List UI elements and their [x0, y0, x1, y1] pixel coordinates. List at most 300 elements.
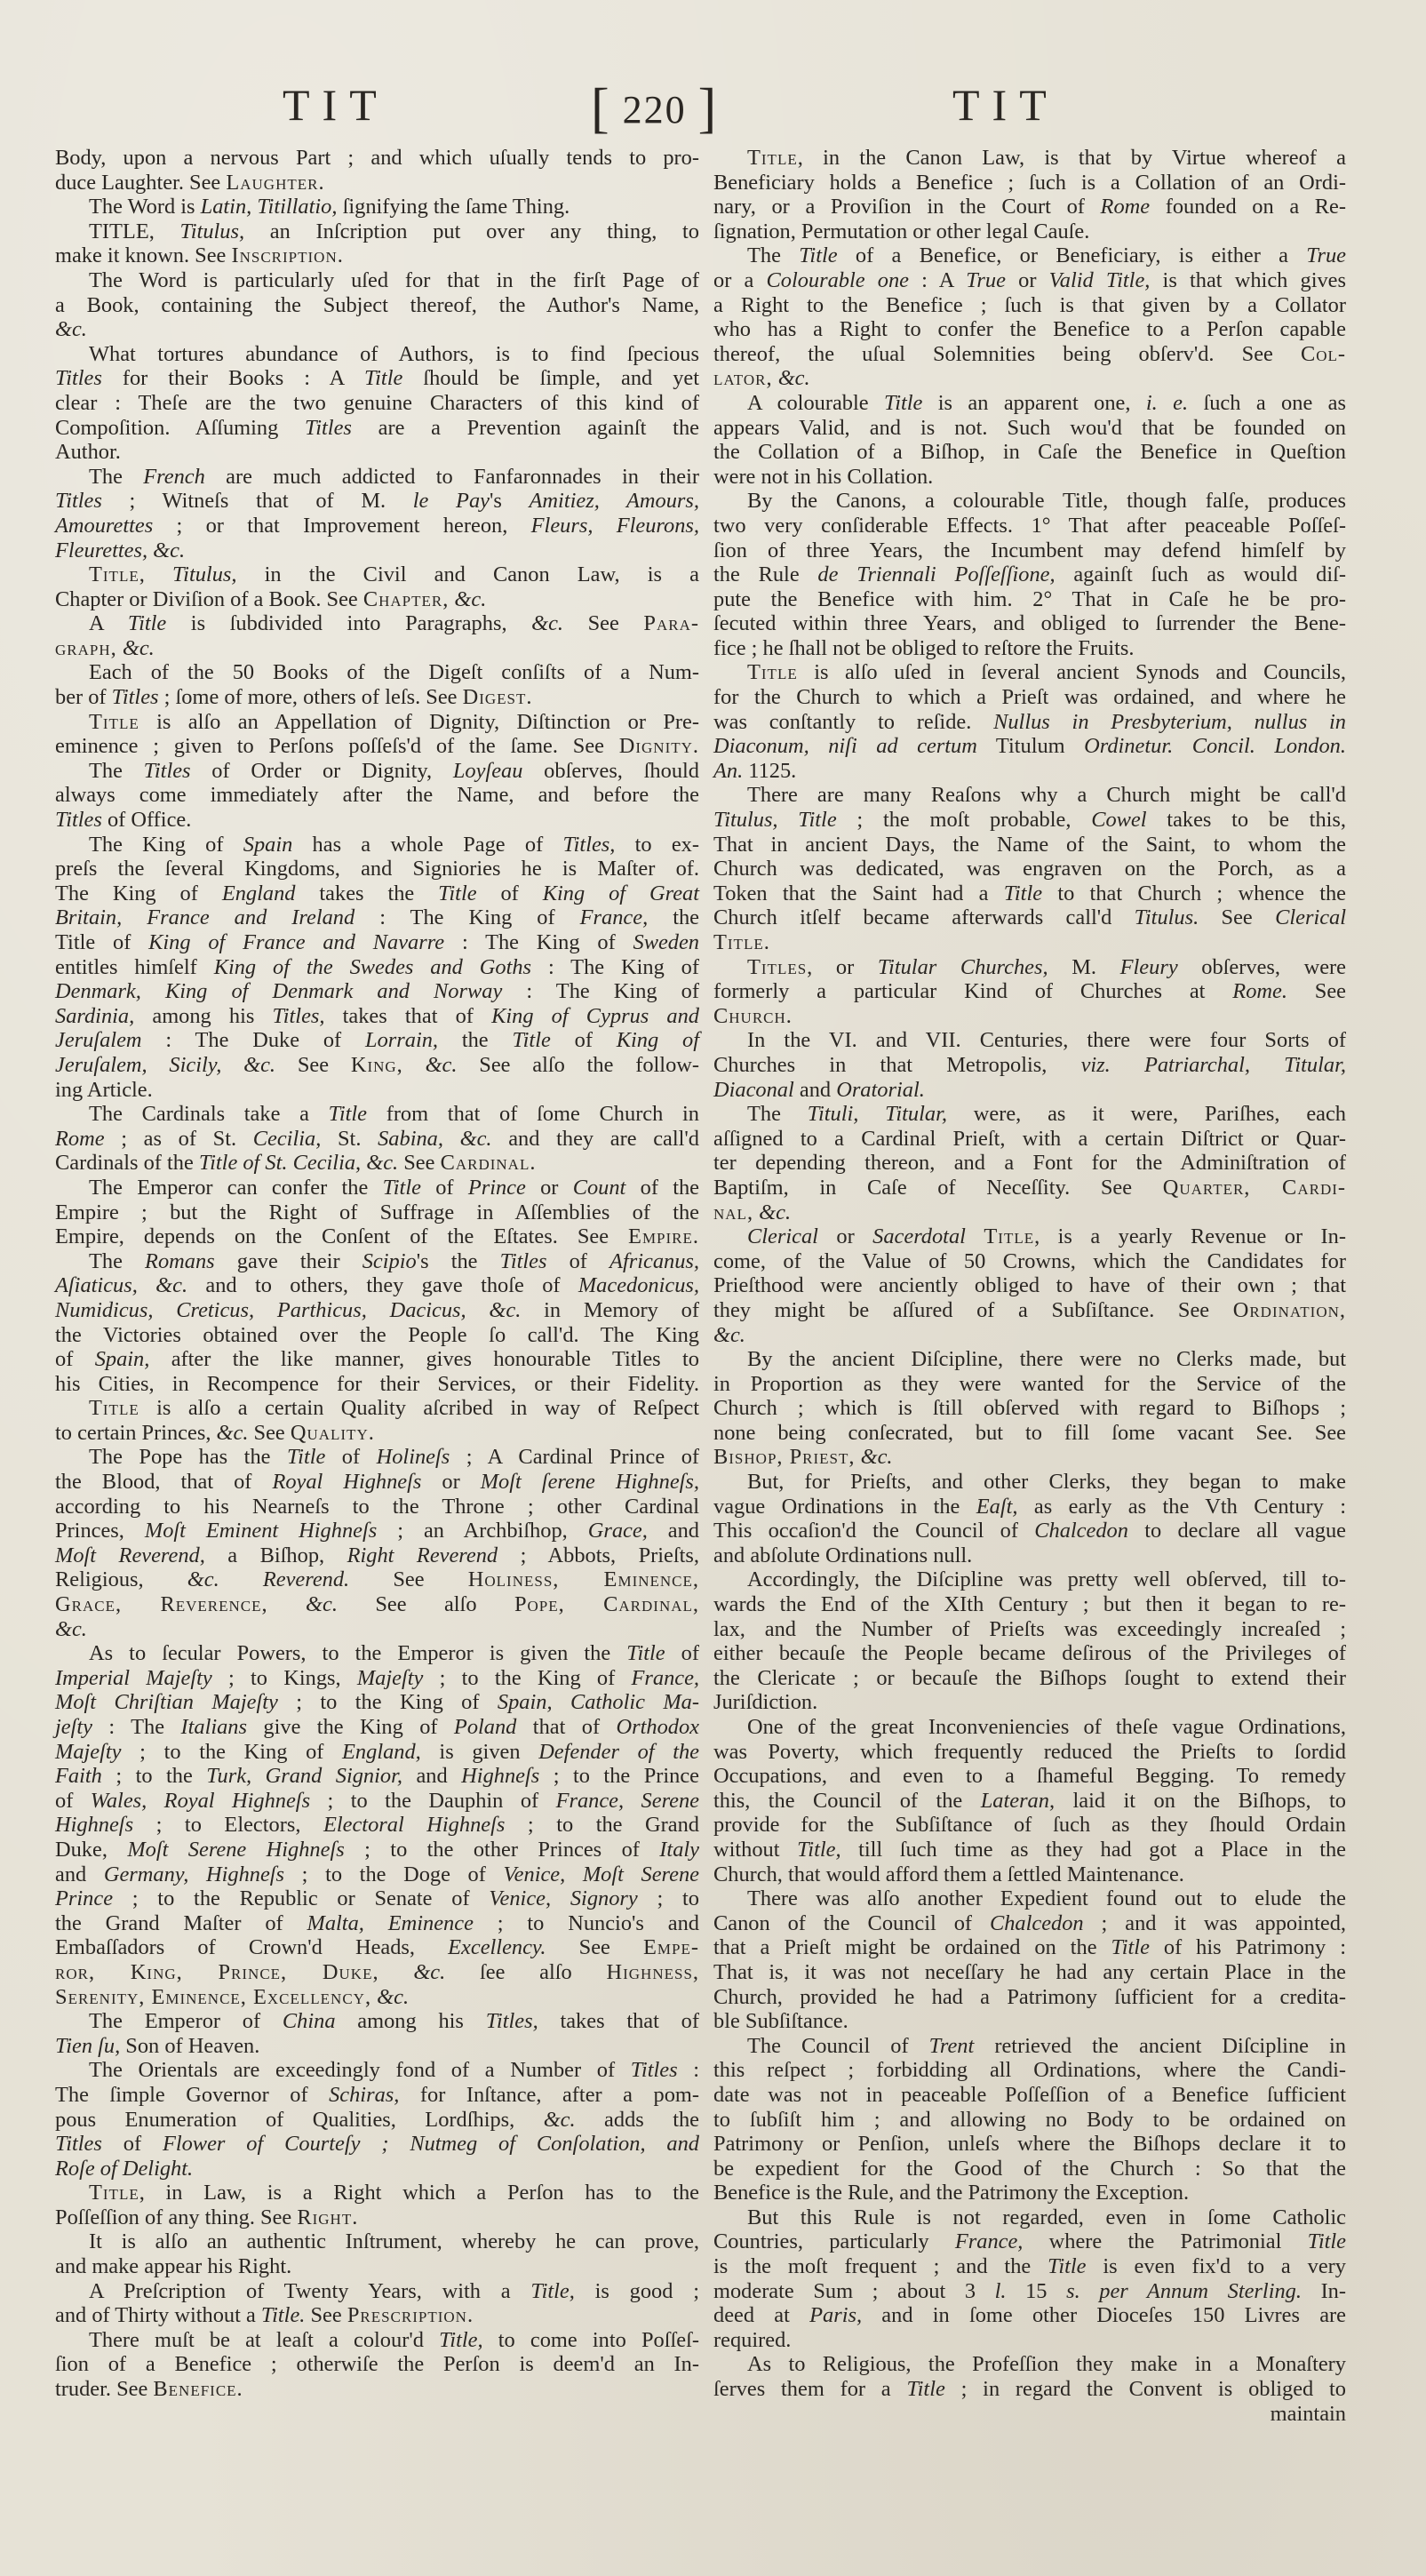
- italic-text: Wales, Royal Highneſs: [90, 1788, 311, 1813]
- text-run: his Cities, in Recompence for their Services, or their Fidelity.: [55, 1371, 699, 1396]
- italic-text: Africanus,: [609, 1248, 699, 1273]
- text-line: [55, 1127, 699, 1152]
- text-line: [55, 1715, 699, 1740]
- bracket-open: [: [591, 78, 611, 139]
- text-run: give the King of: [247, 1715, 454, 1739]
- italic-text: i. e.: [1145, 390, 1189, 415]
- text-line: [713, 562, 1346, 587]
- text-run: ; to the King of: [423, 1665, 632, 1690]
- italic-text: Titulus,: [171, 562, 237, 587]
- italic-text: Ordinetur. Concil. London.: [1084, 734, 1346, 759]
- italic-text: &c.: [543, 2107, 576, 2132]
- italic-text: Title: [363, 366, 403, 391]
- text-line: [713, 391, 1346, 416]
- italic-text: China: [282, 2009, 336, 2034]
- text-run: till ſuch time as they had got a Place in the: [840, 1837, 1346, 1862]
- text-line: [55, 2205, 699, 2230]
- text-run: A colourable: [747, 390, 884, 415]
- text-run: are a Prevention againſt the: [351, 415, 699, 440]
- italic-text: Clerical: [747, 1224, 818, 1249]
- text-run: the Victories obtained over the People ſo call'd. The King: [55, 1322, 699, 1347]
- text-run: The Word is: [89, 195, 201, 219]
- text-run: the: [648, 905, 699, 930]
- italic-text: Italians: [180, 1715, 247, 1739]
- text-run: Churches in that Metropolis,: [713, 1052, 1081, 1077]
- italic-text: Titles: [55, 489, 102, 514]
- text-line: [713, 710, 1346, 735]
- text-line: [55, 636, 699, 661]
- text-run: [403, 1053, 426, 1077]
- text-run: to that Church ; whence the: [1042, 881, 1346, 905]
- italic-text: French: [143, 464, 205, 489]
- text-run: Titulum: [976, 734, 1085, 759]
- text-line: [713, 734, 1346, 759]
- italic-text: &c.: [413, 1959, 446, 1984]
- small-caps-text: Title: [984, 1224, 1035, 1249]
- italic-text: Chalcedon: [1034, 1519, 1128, 1543]
- text-run: takes to be this,: [1146, 808, 1347, 833]
- text-line: [713, 1495, 1346, 1519]
- text-line: [713, 1347, 1346, 1372]
- text-line: [55, 1372, 699, 1397]
- text-line: [713, 1421, 1346, 1446]
- text-line: [713, 416, 1346, 441]
- text-run: founded on a Re-: [1150, 195, 1346, 219]
- text-line: [55, 1323, 699, 1348]
- text-run: the Rule: [713, 562, 818, 587]
- text-line: [55, 2254, 699, 2279]
- text-run: See: [546, 1935, 643, 1960]
- text-run: ; the moſt probable,: [836, 808, 1092, 833]
- italic-text: Titles,: [272, 1003, 325, 1028]
- small-caps-text: Pope, Cardinal,: [514, 1592, 699, 1617]
- text-line: [713, 1004, 1346, 1029]
- text-line: [713, 1567, 1346, 1592]
- text-run: Token that the Saint had a: [713, 881, 1004, 905]
- text-run: ; or that Improvement hereon,: [153, 513, 531, 538]
- text-run: provide for the Subſiſtance of ſuch as they ſhould Ordain: [713, 1813, 1346, 1838]
- text-run: obſerves, ſhould: [522, 758, 699, 783]
- text-line: [55, 1347, 699, 1372]
- italic-text: Title: [328, 1102, 367, 1127]
- text-line: [55, 1935, 699, 1960]
- text-line: [713, 636, 1346, 661]
- italic-text: l.: [994, 2278, 1007, 2303]
- italic-text: Right Reverend: [347, 1543, 498, 1567]
- italic-text: Orthodox: [616, 1715, 699, 1739]
- text-line: [713, 808, 1346, 833]
- text-line: [713, 317, 1346, 342]
- italic-text: &c.: [531, 611, 564, 636]
- text-run: obſerves, were: [1177, 954, 1346, 979]
- text-line: [713, 514, 1346, 538]
- text-line: [55, 1004, 699, 1029]
- text-run: takes that of: [538, 2009, 699, 2034]
- italic-text: Italy: [659, 1837, 699, 1862]
- italic-text: Highneſs: [461, 1764, 540, 1789]
- text-run: : The King of: [531, 954, 699, 979]
- text-run: Son of Heaven.: [120, 2033, 260, 2058]
- text-run: See: [563, 611, 644, 636]
- text-run: , in Law, is a Right which a Perſon has to the: [139, 2181, 699, 2205]
- text-run: : The: [92, 1715, 181, 1739]
- text-run: [268, 1592, 306, 1616]
- italic-text: Title,: [797, 1837, 841, 1862]
- small-caps-text: Grace, Reverence,: [55, 1592, 268, 1617]
- text-line: [713, 1519, 1346, 1543]
- text-run: lax, and the Number of Prieſts was exceedingly increaſed ;: [713, 1616, 1346, 1641]
- small-caps-text: Title: [89, 2181, 139, 2205]
- text-line: [713, 1151, 1346, 1176]
- small-caps-text: King,: [350, 1052, 403, 1077]
- text-run: wards the End of the XIth Century ; but then it began to re-: [713, 1592, 1346, 1617]
- text-line: [55, 2181, 699, 2205]
- text-run: ſhould be ſimple, and yet: [402, 366, 699, 391]
- text-run: either becauſe the People became deſirous of the Privileges of: [713, 1641, 1346, 1666]
- text-run: Empire ; but the Right of Suffrage in Aſſemblies of the: [55, 1200, 699, 1224]
- italic-text: Flower of Courteſy ; Nutmeg of Conſolation, and: [162, 2132, 699, 2157]
- italic-text: Title: [799, 243, 838, 268]
- italic-text: King of Great: [542, 881, 699, 905]
- text-run: Prieſthood were anciently obliged to have of their own ; that: [713, 1273, 1346, 1298]
- text-run: The: [89, 464, 144, 489]
- text-line: [713, 1935, 1346, 1960]
- text-run: ; to the: [101, 1764, 207, 1789]
- small-caps-text: Inscription.: [231, 243, 344, 268]
- text-run: ſion of a Benefice ; otherwiſe the Perſon is deem'd an In-: [55, 2352, 699, 2377]
- text-run: deed at: [713, 2303, 810, 2328]
- text-run: Church, provided he had a Patrimony ſufficient for a credita-: [713, 1984, 1346, 2009]
- italic-text: Denmark, King of Denmark and Norway: [55, 979, 503, 1004]
- text-line: [55, 2279, 699, 2304]
- italic-text: Titles: [55, 808, 102, 833]
- text-run: ter depending thereon, and a Font for the Adminiſtration of: [713, 1151, 1346, 1176]
- italic-text: Diaconum, niſi ad certum: [713, 734, 977, 759]
- italic-text: England,: [342, 1739, 421, 1764]
- italic-text: Venice, Moſt Serene: [503, 1862, 699, 1886]
- text-run: ber of: [55, 685, 112, 710]
- text-run: 's: [489, 489, 530, 514]
- small-caps-text: Chapter,: [362, 586, 450, 611]
- text-run: be expedient for the Good of the Church : So that the: [713, 2156, 1346, 2181]
- italic-text: Titles,: [562, 832, 616, 857]
- text-line: [55, 1592, 699, 1617]
- text-line: [55, 1789, 699, 1814]
- italic-text: Title of St. Cecilia, &c.: [198, 1151, 399, 1176]
- text-run: the: [438, 1028, 513, 1053]
- text-line: [713, 1838, 1346, 1862]
- text-run: ; to the Grand: [505, 1813, 699, 1838]
- text-run: Cardinals of the: [55, 1151, 199, 1176]
- italic-text: Moſt Eminent Highneſs: [144, 1519, 378, 1543]
- text-run: This occaſion'd the Council of: [713, 1519, 1035, 1543]
- text-run: of: [325, 1445, 377, 1470]
- text-run: and: [402, 1764, 462, 1789]
- italic-text: Prince: [467, 1175, 526, 1200]
- text-line: [713, 1666, 1346, 1691]
- small-caps-text: Title: [89, 1396, 139, 1421]
- text-line: [55, 881, 699, 906]
- text-run: where the Patrimonial: [1023, 2229, 1308, 2254]
- text-line: [55, 2377, 699, 2402]
- text-run: or a: [713, 267, 767, 292]
- italic-text: Moſt Chriſtian Majeſty: [55, 1690, 278, 1715]
- italic-text: Titles: [111, 685, 159, 710]
- small-caps-text: Title.: [713, 930, 770, 954]
- text-run: was Poverty, which frequently reduced the Prieſts to ſordid: [713, 1739, 1346, 1764]
- text-run: Church was dedicated, was engraven on the Porch, as a: [713, 857, 1346, 881]
- text-line: [55, 1102, 699, 1127]
- text-run: The Orientals are exceedingly fond of a Number of: [89, 2058, 631, 2083]
- text-run: Embaſſadors of Crown'd Heads,: [55, 1935, 449, 1960]
- text-run: make it known. See: [55, 243, 232, 268]
- italic-text: Poland: [453, 1715, 517, 1739]
- text-run: preſs the ſeveral Kingdoms, and Signiories he is Maſter of.: [55, 857, 699, 881]
- italic-text: Title,: [439, 2327, 483, 2352]
- text-line: [55, 391, 699, 416]
- text-line: [55, 1396, 699, 1421]
- small-caps-text: Title: [89, 562, 139, 587]
- small-caps-text: Empire.: [628, 1224, 699, 1249]
- text-run: ; to: [637, 1886, 699, 1911]
- italic-text: Title: [1307, 2229, 1346, 2254]
- italic-text: Trent: [928, 2033, 975, 2058]
- text-line: [55, 465, 699, 490]
- text-run: The Council of: [747, 2033, 929, 2058]
- text-line: [713, 1592, 1346, 1617]
- text-line: [713, 293, 1346, 318]
- text-run: The Emperor of: [89, 2009, 283, 2034]
- text-line: [55, 1641, 699, 1666]
- italic-text: Eaſt,: [976, 1494, 1018, 1519]
- italic-text: Cowel: [1091, 808, 1147, 833]
- text-run: to declare all vague: [1127, 1519, 1346, 1543]
- italic-text: Grace,: [587, 1519, 648, 1543]
- text-run: of Order or Dignity,: [190, 758, 453, 783]
- text-run: Occupations, and even to a ſhameful Begging. To remedy: [713, 1764, 1346, 1789]
- text-run: of his Patrimony :: [1149, 1935, 1346, 1960]
- italic-text: Sabina, &c.: [378, 1126, 492, 1151]
- text-run: in Proportion as they were wanted for the Service of the: [713, 1371, 1346, 1396]
- text-run: is alſo a certain Quality aſcribed in way of Reſpect: [139, 1396, 699, 1421]
- text-line: [55, 660, 699, 685]
- italic-text: King of Cyprus and: [491, 1003, 699, 1028]
- text-run: retrieved the ancient Diſcipline in: [974, 2033, 1346, 2058]
- italic-text: jeſty: [55, 1715, 92, 1739]
- text-line: [713, 1176, 1346, 1200]
- text-run: to ex-: [615, 832, 700, 857]
- italic-text: &c.: [759, 1200, 792, 1224]
- text-line: [55, 1813, 699, 1838]
- text-run: moderate Sum ; about 3: [713, 2278, 995, 2303]
- italic-text: Sardinia,: [55, 1003, 135, 1028]
- text-run: of: [665, 1641, 699, 1666]
- text-run: ; ſome of more, others of leſs. See: [158, 685, 463, 710]
- italic-text: &c.: [713, 1322, 745, 1347]
- small-caps-text: Titles: [747, 954, 808, 979]
- text-run: of: [550, 1028, 617, 1053]
- italic-text: &c.: [122, 635, 155, 660]
- text-line: [713, 342, 1346, 367]
- small-caps-text: nal,: [713, 1200, 754, 1224]
- italic-text: Scipio: [362, 1248, 417, 1273]
- text-run: It is alſo an authentic Inſtrument, whereby he can prove,: [89, 2229, 699, 2254]
- italic-text: Tien ſu,: [55, 2033, 121, 2058]
- text-run: Poſſeſſion of any thing. See: [55, 2205, 298, 2229]
- text-line: [713, 1224, 1346, 1249]
- text-run: who has a Right to confer the Benefice to a Perſon capable: [713, 317, 1346, 342]
- italic-text: Titles: [143, 758, 191, 783]
- text-line: [55, 930, 699, 955]
- text-run: clear : Theſe are the two genuine Characters of this kind of: [55, 390, 699, 415]
- text-run: ſecuted within three Years, and obliged to ſurrender the Bene-: [713, 611, 1346, 636]
- text-line: [55, 2303, 699, 2328]
- text-run: In-: [1301, 2278, 1347, 2303]
- italic-text: &c.: [377, 1984, 410, 2009]
- text-run: ; to the other Princes of: [344, 1837, 660, 1862]
- text-run: and to others, they gave thoſe of: [187, 1273, 578, 1298]
- text-run: of: [55, 1347, 95, 1372]
- italic-text: England: [221, 881, 296, 905]
- text-line: [713, 1028, 1346, 1053]
- text-line: [55, 562, 699, 587]
- italic-text: Diaconal: [713, 1077, 794, 1102]
- text-line: [55, 1960, 699, 1985]
- italic-text: Cecilia,: [252, 1126, 322, 1151]
- text-run: always come immediately after the Name, and before the: [55, 783, 699, 808]
- text-run: 1125.: [743, 758, 797, 783]
- text-run: of: [420, 1175, 468, 1200]
- italic-text: Title: [286, 1445, 326, 1470]
- text-line: [55, 2328, 699, 2353]
- text-line: [713, 1445, 1346, 1470]
- text-line: [713, 1641, 1346, 1666]
- italic-text: Titles: [55, 2132, 102, 2157]
- text-run: ; to Nuncio's and: [473, 1910, 699, 1935]
- italic-text: King of the Swedes and Goths: [213, 954, 532, 979]
- text-run: See alſo: [337, 1592, 514, 1617]
- text-run: of a Benefice, or Beneficiary, is either a: [837, 243, 1307, 268]
- text-line: [713, 2254, 1346, 2279]
- italic-text: Turk, Grand Signior,: [206, 1764, 402, 1789]
- italic-text: Title: [1048, 2254, 1087, 2279]
- text-run: from that of ſome Church in: [367, 1102, 699, 1127]
- text-line: [55, 905, 699, 930]
- text-line: [55, 268, 699, 293]
- text-line: [713, 2083, 1346, 2108]
- text-run: : The King of: [355, 905, 580, 930]
- italic-text: Excellency.: [448, 1935, 546, 1960]
- italic-text: Title: [1003, 881, 1043, 905]
- text-run: ; in regard the Convent is obliged to: [944, 2377, 1346, 2402]
- text-line: [713, 1249, 1346, 1274]
- italic-text: Moſt ſerene Highneſs,: [480, 1470, 700, 1495]
- text-line: [55, 1273, 699, 1298]
- text-run: in the Civil and Canon Law, is a: [236, 562, 700, 587]
- text-line: [713, 1740, 1346, 1765]
- text-run: ſee alſo: [445, 1959, 607, 1984]
- text-run: Chapter or Diviſion of a Book. See: [55, 586, 363, 611]
- page-number: [591, 78, 718, 137]
- italic-text: Colourable one: [766, 267, 909, 292]
- text-line: [55, 2157, 699, 2181]
- text-line: [55, 1985, 699, 2010]
- italic-text: Title: [382, 1175, 421, 1200]
- text-line: [55, 833, 699, 857]
- text-line: [55, 1690, 699, 1715]
- text-run: of: [55, 1788, 91, 1813]
- text-line: [713, 1862, 1346, 1887]
- text-run: or: [525, 1175, 573, 1200]
- text-run: none being conſecrated, but to fill ſome vacant See. See: [713, 1420, 1346, 1445]
- text-run: Baptiſm, in Caſe of Neceſſity. See: [713, 1175, 1163, 1200]
- text-line: [55, 1543, 699, 1568]
- right-guide-word: TIT: [952, 80, 1059, 130]
- italic-text: Spain, Catholic Ma-: [497, 1690, 699, 1715]
- italic-text: Venice, Signory: [489, 1886, 638, 1911]
- italic-text: Oratorial.: [836, 1077, 925, 1102]
- text-line: [55, 979, 699, 1004]
- left-guide-word: TIT: [283, 80, 389, 130]
- text-line: [713, 219, 1346, 244]
- italic-text: Clerical: [1275, 905, 1347, 930]
- text-line: [713, 2108, 1346, 2133]
- text-run: nary, or a Proviſion in the Court of: [713, 195, 1101, 219]
- text-line: [55, 440, 699, 465]
- text-run: [966, 1224, 984, 1248]
- italic-text: Title: [1111, 1935, 1150, 1960]
- italic-text: Valid Title,: [1048, 267, 1151, 292]
- running-header: [0, 78, 1426, 139]
- text-run: See: [398, 1151, 441, 1176]
- text-line: [713, 1813, 1346, 1838]
- text-run: See: [275, 1052, 351, 1077]
- text-run: come, of the Value of 50 Crowns, which the Candidates for: [713, 1248, 1346, 1273]
- small-caps-text: graph,: [55, 635, 117, 660]
- text-line: [713, 857, 1346, 881]
- italic-text: de Triennali Poſſeſſione,: [817, 562, 1056, 587]
- small-caps-text: Holiness, Eminence,: [467, 1567, 699, 1592]
- text-run: ble Subſiſtance.: [713, 2009, 848, 2034]
- text-run: There was alſo another Expedient found out to elude the: [747, 1886, 1346, 1911]
- text-run: Empire, depends on the Conſent of the Eſtates. See: [55, 1224, 629, 1249]
- text-run: the Clericate ; or becauſe the Biſhops ſought to extend their: [713, 1665, 1346, 1690]
- text-line: [55, 171, 699, 195]
- italic-text: Nullus in Presbyterium, nullus in: [993, 709, 1346, 734]
- small-caps-text: Right.: [297, 2205, 359, 2229]
- italic-text: Titles,: [485, 2009, 538, 2034]
- text-run: : A: [909, 267, 967, 292]
- italic-text: &c.: [55, 1616, 87, 1641]
- small-caps-text: Empe-: [643, 1935, 699, 1960]
- text-run: But this Rule is not regarded, even in ſome Catholic: [747, 2205, 1346, 2229]
- italic-text: Fleurs, Fleurons,: [530, 513, 700, 538]
- text-run: ; Witneſs that of M.: [101, 489, 413, 514]
- text-run: after the like manner, gives honourable Titles to: [149, 1347, 699, 1372]
- text-run: a Biſhop,: [204, 1543, 347, 1567]
- text-run: appears Valid, and is not. Such wou'd that be founded on: [713, 415, 1346, 440]
- text-line: [55, 1666, 699, 1691]
- text-line: [55, 1567, 699, 1592]
- text-run: As to Religious, the Profeſſion they make in a Monaſtery: [747, 2352, 1346, 2377]
- text-run: Body, upon a nervous Part ; and which uſually tends to pro-: [55, 146, 699, 170]
- italic-text: Fleury: [1119, 954, 1178, 979]
- italic-text: &c.: [454, 586, 487, 611]
- text-run: the Collation of a Biſhop, in Caſe the Benefice in Queſtion: [713, 440, 1346, 465]
- text-run: truder. See: [55, 2377, 154, 2402]
- text-run: and: [647, 1519, 699, 1543]
- italic-text: Lorrain,: [365, 1028, 439, 1053]
